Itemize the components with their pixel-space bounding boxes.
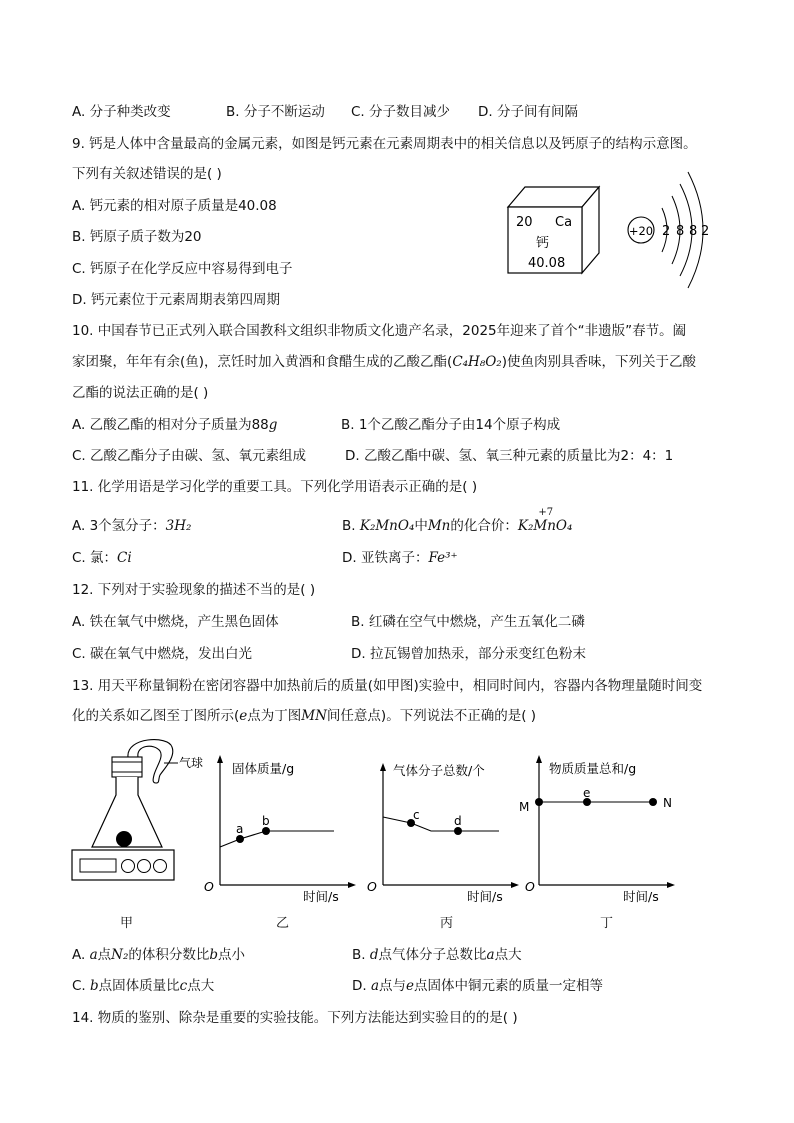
q11-option-a: A. 3个氢分子：3H₂ — [72, 518, 192, 534]
graph-ding — [515, 755, 680, 905]
q9-stem-line2: 下列有关叙述错误的是( ) — [72, 166, 222, 182]
shell-electrons-1: 2 — [662, 224, 671, 239]
graph-yi-origin: O — [204, 879, 214, 894]
apparatus-figure — [68, 735, 218, 885]
q13-stem-line1: 13. 用天平称量铜粉在密闭容器中加热前后的质量(如甲图)实验中，相同时间内，容器内各物理量随时间变 — [72, 678, 703, 694]
graph-ding-origin: O — [525, 879, 535, 894]
q14-stem: 14. 物质的鉴别、除杂是重要的实验技能。下列方法能达到实验目的的是( ) — [72, 1010, 518, 1026]
q8-option-a: A. 分子种类改变 — [72, 104, 171, 120]
q13-option-b: B. d点气体分子总数比a点大 — [352, 947, 522, 963]
q11-option-c: C. 氯：Ci — [72, 550, 132, 566]
display-panel — [80, 859, 116, 872]
q12-option-c: C. 碳在氧气中燃烧，发出白光 — [72, 646, 253, 662]
graph-yi-point-b — [262, 827, 270, 835]
q12-option-b: B. 红磷在空气中燃烧，产生五氧化二磷 — [351, 614, 585, 630]
q10-stem-line1: 10. 中国春节已正式列入联合国教科文组织非物质文化遗产名录，2025年迎来了首个“非遗版”春节。阖 — [72, 323, 687, 339]
graph-yi — [200, 755, 360, 905]
valence-mark: +7 — [538, 507, 554, 518]
graph-bing-point-d — [454, 827, 462, 835]
q9-option-b: B. 钙原子质子数为20 — [72, 229, 202, 245]
graph-ding-label-e: e — [583, 786, 591, 800]
ethyl-acetate-formula: C₄H₈O₂ — [452, 354, 502, 370]
q12-option-a: A. 铁在氧气中燃烧，产生黑色固体 — [72, 614, 279, 630]
graph-ding-point-n — [649, 798, 657, 806]
q12-option-d: D. 拉瓦锡曾加热汞，部分汞变红色粉末 — [351, 646, 586, 662]
q8-option-c: C. 分子数目减少 — [351, 104, 451, 120]
fig-label-yi: 乙 — [276, 916, 290, 931]
q10-stem-line3: 乙酯的说法正确的是( ) — [72, 385, 209, 401]
shell-electrons-2: 8 — [676, 224, 685, 239]
graph-yi-point-a — [236, 835, 244, 843]
q12-stem: 12. 下列对于实验现象的描述不当的是( ) — [72, 582, 316, 598]
q10-option-b: B. 1个乙酸乙酯分子由14个原子构成 — [341, 417, 561, 433]
q9-option-d: D. 钙元素位于元素周期表第四周期 — [72, 292, 280, 308]
q13-option-a: A. a点N₂的体积分数比b点小 — [72, 947, 246, 963]
calcium-atom-diagram — [622, 168, 722, 293]
fig-label-bing: 丙 — [440, 916, 454, 931]
graph-ding-point-m — [535, 798, 543, 806]
graph-ding-xlabel: 时间/s — [623, 889, 659, 904]
calcium-element-card — [503, 185, 603, 275]
graph-yi-label-b: b — [262, 814, 270, 828]
q9-option-a: A. 钙元素的相对原子质量是40.08 — [72, 198, 277, 214]
q13-option-d: D. a点与e点固体中铜元素的质量一定相等 — [352, 978, 604, 994]
q10-stem-line2: 家团聚，年年有余(鱼)，烹饪时加入黄酒和食醋生成的乙酸乙酯(C₄H₈O₂)使鱼肉别具香味，下列关于乙酸 — [72, 354, 696, 370]
shell-electrons-3: 8 — [689, 224, 698, 239]
element-name: 钙 — [536, 236, 550, 251]
q11-option-d: D. 亚铁离子：Fe³⁺ — [342, 550, 458, 566]
q9-option-c: C. 钙原子在化学反应中容易得到电子 — [72, 261, 293, 277]
graph-yi-label-a: a — [236, 822, 244, 836]
q11-stem: 11. 化学用语是学习化学的重要工具。下列化学用语表示正确的是( ) — [72, 479, 478, 495]
graph-bing-origin: O — [367, 879, 377, 894]
q8-option-b: B. 分子不断运动 — [226, 104, 325, 120]
q10-option-d: D. 乙酸乙酯中碳、氢、氧三种元素的质量比为2：4：1 — [345, 448, 674, 464]
element-number: 20 — [516, 215, 533, 230]
element-symbol: Ca — [555, 215, 573, 230]
fig-label-ding: 丁 — [600, 916, 614, 931]
stopper — [112, 757, 142, 777]
graph-yi-xlabel: 时间/s — [303, 889, 339, 904]
graph-ding-ylabel: 物质质量总和/g — [549, 761, 637, 776]
graph-bing-xlabel: 时间/s — [467, 889, 503, 904]
q10-option-a: A. 乙酸乙酯的相对分子质量为88g — [72, 417, 278, 433]
q13-stem-line2: 化的关系如乙图至丁图所示(e点为丁图MN间任意点)。下列说法不正确的是( ) — [72, 708, 537, 724]
graph-ding-label-m: M — [519, 800, 530, 814]
graph-yi-ylabel: 固体质量/g — [232, 761, 295, 776]
copper-powder — [116, 831, 132, 847]
element-mass: 40.08 — [528, 256, 566, 271]
graph-bing-label-c: c — [413, 808, 420, 822]
q8-option-d: D. 分子间有间隔 — [478, 104, 578, 120]
graph-bing — [363, 755, 523, 905]
graph-bing-curve — [383, 817, 499, 831]
fig-label-jia: 甲 — [120, 916, 134, 931]
shell-electrons-4: 2 — [701, 224, 710, 239]
graph-bing-label-d: d — [454, 814, 462, 828]
nucleus-charge: +20 — [628, 224, 654, 238]
graph-ding-label-n: N — [663, 796, 672, 810]
q10-option-c: C. 乙酸乙酯分子由碳、氢、氧元素组成 — [72, 448, 307, 464]
balloon-label: 气球 — [179, 756, 204, 770]
q13-option-c: C. b点固体质量比c点大 — [72, 978, 215, 994]
graph-bing-ylabel: 气体分子总数/个 — [393, 763, 485, 778]
q9-stem-line1: 9. 钙是人体中含量最高的金属元素，如图是钙元素在元素周期表中的相关信息以及钙原子的结构示意图。 — [72, 136, 697, 152]
q11-option-b: B. K₂MnO₄中Mn的化合价：K₂ +7 MnO₄ — [342, 517, 572, 535]
